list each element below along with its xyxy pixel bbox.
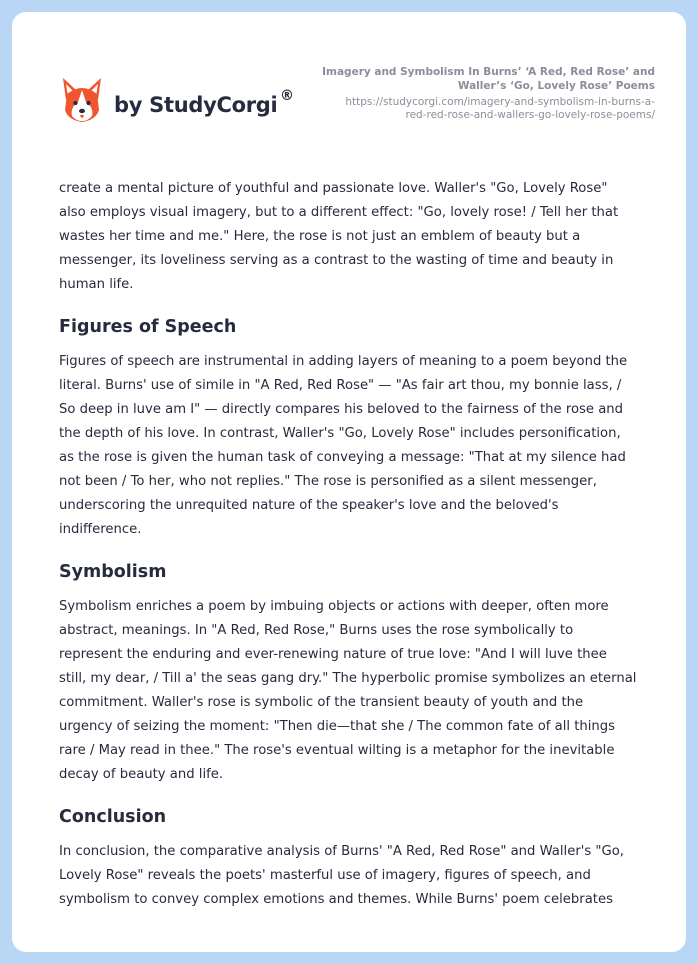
text-line: human life. (59, 277, 134, 292)
symbolism-paragraph (59, 595, 659, 787)
section-heading-conclusion: Conclusion (59, 807, 167, 827)
text-line: urgency of seizing the moment: "Then die—that she / The common fate of all things (59, 719, 616, 734)
document-title-line: Waller’s ‘Go, Lovely Rose’ Poems (457, 80, 655, 92)
article-body (59, 177, 659, 912)
page-header (12, 12, 686, 162)
text-line: not been / To her, who not replies." The rose is personified as a silent messenger, (59, 474, 597, 489)
text-line: Lovely Rose" reveals the poets' masterful use of imagery, figures of speech, and (59, 868, 591, 883)
document-url-line: https://studycorgi.com/imagery-and-symbolism-in-burns-a- (345, 96, 655, 108)
intro-paragraph (59, 177, 659, 297)
text-line: literal. Burns' use of simile in "A Red, Red Rose" — "As fair art thou, my bonnie lass, / (59, 378, 622, 393)
text-line: commitment. Waller's rose is symbolic of the transient beauty of youth and the (59, 695, 584, 710)
section-heading-symbolism: Symbolism (59, 562, 167, 582)
text-line: represent the enduring and ever-renewing nature of true love: "And I will luve thee (59, 647, 607, 662)
document-title-line: Imagery and Symbolism In Burns’ ‘A Red, Red Rose’ and (322, 66, 655, 78)
conclusion-paragraph (59, 840, 659, 912)
text-line: rare / May read in thee." The rose's eventual wilting is a metaphor for the inevitable (59, 743, 615, 758)
document-url[interactable] (315, 96, 655, 122)
text-line: In conclusion, the comparative analysis of Burns' "A Red, Red Rose" and Waller's "Go, (59, 844, 624, 859)
text-line: the depth of his love. In contrast, Waller's "Go, Lovely Rose" includes personification, (59, 426, 621, 441)
text-line: underscoring the unrequited nature of the speaker's love and the beloved's (59, 498, 559, 513)
text-line: create a mental picture of youthful and passionate love. Waller's "Go, Lovely Rose" (59, 181, 608, 196)
registered-mark: ® (280, 88, 294, 104)
text-line: still, my dear, / Till a' the seas gang dry." The hyperbolic promise symbolizes an eternal (59, 671, 637, 686)
studycorgi-logo[interactable] (60, 76, 320, 136)
text-line: Figures of speech are instrumental in adding layers of meaning to a poem beyond the (59, 354, 628, 369)
section-heading-figures-of-speech: Figures of Speech (59, 317, 237, 337)
logo-wordmark: by StudyCorgi (114, 93, 278, 117)
text-line: messenger, its loveliness serving as a contrast to the wasting of time and beauty in (59, 253, 614, 268)
text-line: symbolism to convey complex emotions and themes. While Burns' poem celebrates (59, 892, 613, 907)
text-line: So deep in luve am I" — directly compares his beloved to the fairness of the rose and (59, 402, 624, 417)
document-source-info (315, 65, 655, 122)
corgi-logo-icon (60, 76, 104, 124)
text-line: decay of beauty and life. (59, 767, 224, 782)
text-line: Symbolism enriches a poem by imbuing objects or actions with deeper, often more (59, 599, 609, 614)
text-line: also employs visual imagery, but to a different effect: "Go, lovely rose! / Tell her that (59, 205, 619, 220)
text-line: abstract, meanings. In "A Red, Red Rose," Burns uses the rose symbolically to (59, 623, 574, 638)
text-line: wastes her time and me." Here, the rose is not just an emblem of beauty but a (59, 229, 581, 244)
text-line: as the rose is given the human task of conveying a message: "That at my silence had (59, 450, 626, 465)
figures-of-speech-paragraph (59, 350, 659, 542)
document-title (315, 65, 655, 93)
document-url-line: red-red-rose-and-wallers-go-lovely-rose-poems/ (405, 109, 655, 121)
document-page (12, 12, 686, 952)
text-line: indifference. (59, 522, 142, 537)
